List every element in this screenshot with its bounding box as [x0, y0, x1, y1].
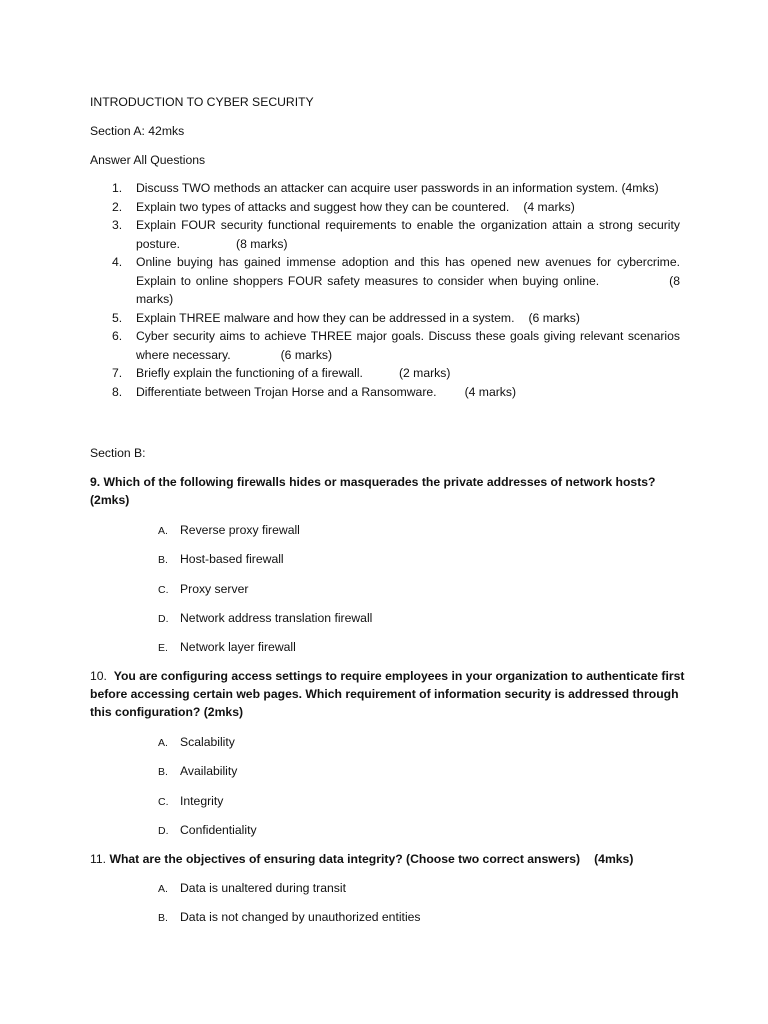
instruction-text: Answer All Questions	[90, 153, 206, 167]
list-item	[90, 383, 680, 402]
option-text: Reverse proxy firewall	[180, 523, 300, 537]
option-letter: C.	[158, 796, 169, 808]
option-text: Network layer firewall	[180, 640, 296, 654]
question-9-line-2: (2mks)	[90, 493, 130, 507]
question-10	[90, 667, 710, 721]
section-a-question-list	[90, 179, 680, 401]
section-b-heading: Section B:	[90, 446, 146, 460]
question-text: Explain THREE malware and how they can be addressed in a system.	[136, 310, 515, 325]
question-10-line-2: before accessing certain web pages. Which requirement of information security is addressed through	[90, 687, 679, 701]
question-marks: (4 marks)	[464, 384, 517, 399]
option-text: Availability	[180, 764, 238, 778]
question-text: Discuss TWO methods an attacker can acquire user passwords in an information system.	[136, 181, 619, 195]
option-item	[158, 733, 235, 752]
question-number: 5.	[112, 310, 123, 325]
option-letter: D.	[158, 825, 169, 837]
question-11	[90, 850, 710, 868]
list-item	[90, 253, 680, 309]
question-11-marks: (4mks)	[594, 852, 634, 866]
option-letter: A.	[158, 883, 168, 895]
option-item	[158, 762, 237, 781]
question-10-line-3: this configuration? (2mks)	[90, 705, 244, 719]
question-marks: (8 marks)	[136, 273, 680, 306]
option-letter: B.	[158, 766, 168, 778]
option-letter: E.	[158, 642, 168, 654]
list-item	[90, 309, 680, 328]
question-number: 8.	[112, 384, 123, 399]
question-10-number: 10.	[90, 669, 107, 683]
question-number: 6.	[112, 329, 123, 343]
question-text: Differentiate between Trojan Horse and a Ransomware.	[136, 384, 437, 399]
section-a-heading: Section A: 42mks	[90, 124, 185, 138]
question-text: Explain two types of attacks and suggest how they can be countered.	[136, 199, 510, 214]
option-item	[158, 638, 296, 657]
option-letter: D.	[158, 613, 169, 625]
option-letter: C.	[158, 584, 169, 596]
option-item	[158, 580, 248, 599]
question-9-line-1: 9. Which of the following firewalls hides or masquerades the private addresses of network hosts?	[90, 475, 656, 489]
question-marks: (4 marks)	[523, 199, 575, 214]
question-11-number: 11.	[90, 852, 107, 866]
option-text: Data is unaltered during transit	[180, 881, 346, 895]
option-item	[158, 609, 372, 628]
list-item	[90, 198, 680, 217]
question-text: Online buying has gained immense adoption and this has opened new avenues for cybercrime. Explain to online shoppers FOUR safety measures to consider when buying online.	[136, 255, 680, 288]
option-item	[158, 550, 284, 569]
question-marks: (8 marks)	[236, 236, 288, 251]
option-item	[158, 792, 223, 811]
option-item	[158, 821, 257, 840]
list-item	[90, 364, 680, 383]
option-item	[158, 908, 421, 927]
question-number: 1.	[112, 181, 123, 195]
option-text: Data is not changed by unauthorized entities	[180, 910, 421, 924]
question-number: 2.	[112, 199, 123, 214]
option-text: Network address translation firewall	[180, 611, 373, 625]
list-item	[90, 216, 680, 253]
option-text: Host-based firewall	[180, 552, 284, 566]
question-number: 3.	[112, 218, 123, 232]
option-text: Integrity	[180, 794, 224, 808]
question-text: Explain FOUR security functional requirements to enable the organization attain a strong security posture.	[136, 218, 680, 251]
option-letter: A.	[158, 737, 168, 749]
option-letter: B.	[158, 554, 168, 566]
question-11-text: What are the objectives of ensuring data integrity? (Choose two correct answers)	[109, 852, 581, 866]
question-10-line-1: You are configuring access settings to require employees in your organization to authenticate first	[113, 669, 685, 683]
option-text: Proxy server	[180, 582, 249, 596]
option-letter: A.	[158, 525, 168, 537]
question-text: Briefly explain the functioning of a firewall.	[136, 366, 363, 380]
document-title: INTRODUCTION TO CYBER SECURITY	[90, 95, 314, 109]
question-marks: (2 marks)	[398, 366, 451, 380]
question-text: Cyber security aims to achieve THREE major goals. Discuss these goals giving relevant scenarios where necessary.	[136, 329, 680, 362]
option-text: Scalability	[180, 735, 235, 749]
list-item	[90, 179, 680, 198]
option-item	[158, 879, 346, 898]
question-marks: (6 marks)	[280, 347, 333, 362]
question-number: 4.	[112, 255, 123, 269]
list-item	[90, 327, 680, 364]
question-marks: (6 marks)	[528, 310, 580, 325]
option-item	[158, 521, 300, 540]
question-number: 7.	[112, 366, 123, 380]
option-letter: B.	[158, 912, 168, 924]
question-9	[90, 473, 710, 509]
option-text: Confidentiality	[180, 823, 257, 837]
question-marks: (4mks)	[621, 181, 659, 195]
